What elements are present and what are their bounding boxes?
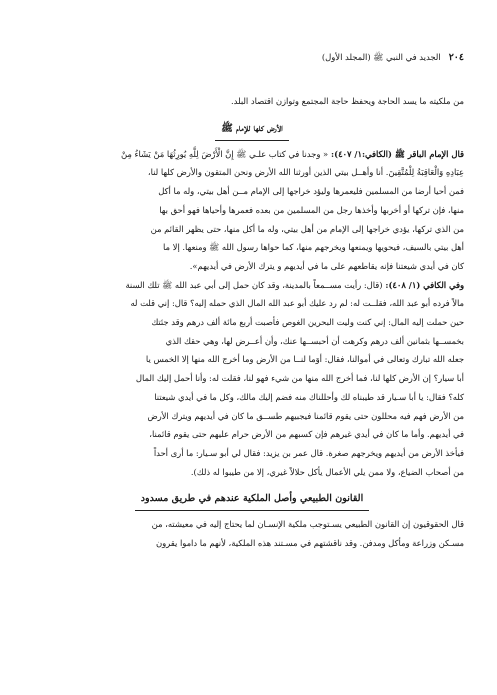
- text-line: كله؟ فقال: يا أبا سـيار قد طيبناه لك وأحللناك منه فضم إليك مالك، وكل ما في أيدي شيعتنا: [154, 391, 464, 402]
- text-line: [40, 145, 464, 164]
- text-line: من أصحاب الضياع، ولا ممن يلي الأعمال يأكل حلالاً غيري، إلا من طيبوا له ذلك).: [190, 466, 464, 477]
- text-line: من الأرض فهم فيه محللون حتى يقوم قائمنا فيجبيهم طســق ما كان في أيديهم ويترك الأرض: [147, 410, 464, 421]
- text-line: عِبَادِهِ وَالْعَاقِبَةُ لِلْمُتَّقِينَ. أنا وأهــل بيتي الذين أورثنا الله الأرض ونحن المتقون والأرض كلها لنا،: [147, 167, 464, 178]
- text-line: حين حملت إليه المال: إني كنت وليت البحرين الغوص فأصبت أربع مائة ألف درهم وقد جئتك: [151, 317, 464, 328]
- text-line: فيأخذ الأرض من أيديهم ويخرجهم صغرة. قال عمر بن يزيد: فقال لي أبو سـيار: ما أرى أحداً: [153, 447, 464, 458]
- intro-paragraph: من ملكيته ما يسد الحاجة ويحفظ حاجة المجتمع وتوازن اقتصاد البلد.: [231, 96, 464, 106]
- text-line: منها، فإن تركها أو أخربها وأخذها رجل من المسلمين من بعده فعمرها وأحياها فهو أحق بها: [159, 204, 464, 215]
- text-line: بخمســها بثمانين ألف درهم وكرهت أن أحبســها عنك، وأن أعــرض لها، وهي حقك الذي: [165, 335, 464, 346]
- text-line: من الذي تركها، يؤدي خراجها إلى الإمام من أهل بيتي، وله ما أكل منها، حتى يظهر القائم من: [150, 223, 464, 234]
- text-line: كان في أيدي شيعتنا فإنه يقاطعهم على ما في أيديهم و يترك الأرض في أيديهم».: [189, 260, 464, 271]
- text-line: مسـكن وزراعة ومأكل ومدفن. وقد ناقشتهم في مسـتند هذه الملكية، لأنهم ما داموا يقرون: [156, 538, 464, 549]
- paragraph-natural-law: [40, 515, 464, 552]
- kafi-source-lead: وفي الكافي (١/ ٤٠٨):: [382, 279, 464, 290]
- paragraph-kafi-narration: [40, 276, 464, 482]
- running-head: [40, 52, 464, 65]
- text-line: جعله الله تبارك وتعالى في أموالنا، فقال: أوَما لنــا من الأرض وما أخرج الله منها إلا الخمس يا: [145, 354, 464, 365]
- section-heading-natural-law: [40, 489, 464, 511]
- text-line: مالاً فرده أبو عبد الله، فقلــت له: لم رد عليك أبو عبد الله المال الذي حمله إليه؟ قال: إني قلت له: [130, 298, 464, 309]
- page-body: [40, 92, 464, 553]
- running-title: الجديد في النبي ﷺ (المجلد الأول): [321, 52, 441, 62]
- section-heading-natural-law-text: القانون الطبيعي وأصل الملكية عندهم في طريق مسدود: [135, 489, 370, 511]
- text-line: [40, 276, 464, 295]
- section-heading-land: [40, 119, 464, 141]
- text-line: أهل بيتي بالسيف، فيحويها ويمنعها ويخرجهم منها، كما حواها رسول الله ﷺ ومنعها. إلا ما: [163, 242, 464, 253]
- text-line: أبا سيار؟ إن الأرض كلها لنا، فما أخرج الله منها من شيء فهو لنا، فقلت له: وأنا أحمل إليك المال: [135, 373, 464, 384]
- text-line-1: « وجدنا في كتاب علـي ﷺ إِنَّ الْأَرْضَ لِلَّهِ يُورِثُهَا مَنْ يَشَاءُ مِنْ: [121, 148, 329, 159]
- section-heading-land-text: الأرض كلها للإمام ﷺ: [215, 119, 289, 141]
- paragraph-baqir-quote: [40, 145, 464, 276]
- text-line: قال الحقوقيون إن القانون الطبيعي يسـتوجب ملكية الإنسـان لما يحتاج إليه في معيشته، من: [151, 519, 464, 530]
- text-line-1: (قال: رأيت مســمعاً بالمدينة، وقد كان حمل إلى أبي عبد الله ﷺ تلك السنة: [125, 279, 383, 290]
- text-line: في أيديهم. وأما ما كان في أيدي غيرهم فإن كسبهم من الأرض حرام عليهم حتى يقوم قائمنا،: [149, 429, 464, 440]
- quote-source-lead: قال الإمام الباقر ﷺ (الكافي:١/ ٤٠٧):: [328, 148, 464, 159]
- text-line: فمن أحيا أرضا من المسلمين فليعمرها وليؤد خراجها إلى الإمام مــن أهل بيتي، وله ما أكل: [158, 186, 464, 197]
- page-number: ٢٠٤: [448, 52, 464, 63]
